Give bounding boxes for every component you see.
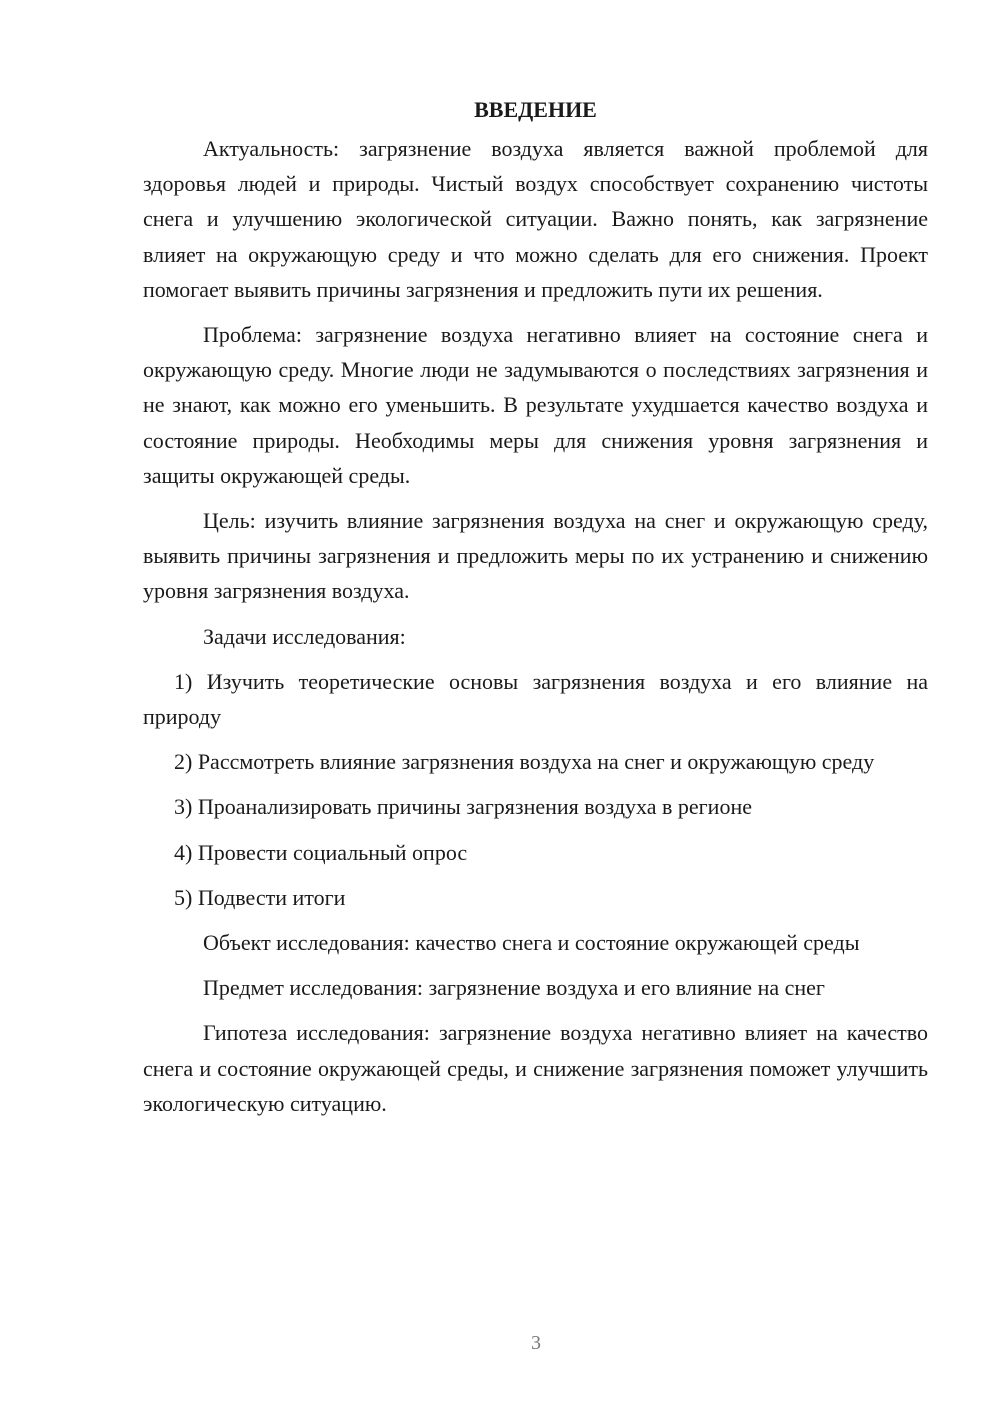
- problem-paragraph: Проблема: загрязнение воздуха негативно влияет на состояние снега и окружающую среду. Многие люди не задумываются о последствиях загрязнения и не знают, как можно его уменьшить. В результате ухудшается качество воздуха и состояние природы. Необходимы меры для снижения уровня загрязнения и защиты окружающей среды.: [143, 322, 928, 488]
- tasks-heading: Задачи исследования:: [203, 623, 406, 649]
- task-item-4: 4) Провести социальный опрос: [174, 839, 468, 865]
- object-paragraph: Объект исследования: качество снега и состояние окружающей среды: [203, 930, 860, 956]
- task-item-2: 2) Рассмотреть влияние загрязнения воздуха на снег и окружающую среду: [174, 749, 875, 775]
- task-item-1: 1) Изучить теоретические основы загрязнения воздуха и его влияние на природу: [143, 668, 928, 730]
- task-item-3: 3) Проанализировать причины загрязнения воздуха в регионе: [174, 794, 752, 820]
- section-title: ВВЕДЕНИЕ: [474, 97, 597, 122]
- hypothesis-paragraph: Гипотеза исследования: загрязнение воздуха негативно влияет на качество снега и состояние окружающей среды, и снижение загрязнения поможет улучшить экологическую ситуацию.: [143, 1020, 928, 1116]
- goal-paragraph: Цель: изучить влияние загрязнения воздуха на снег и окружающую среду, выявить причины загрязнения и предложить меры по их устранению и снижению уровня загрязнения воздуха.: [143, 508, 928, 604]
- subject-paragraph: Предмет исследования: загрязнение воздуха и его влияние на снег: [203, 975, 825, 1001]
- document-page: [143, 95, 928, 1121]
- relevance-paragraph: Актуальность: загрязнение воздуха является важной проблемой для здоровья людей и природы. Чистый воздух способствует сохранению чистоты снега и улучшению экологической ситуации. Важно понять, как загрязнение влияет на окружающую среду и что можно сделать для его снижения. Проект помогает выявить причины загрязнения и предложить пути их решения.: [143, 136, 928, 302]
- task-item-5: 5) Подвести итоги: [174, 884, 346, 910]
- page-number: 3: [531, 1332, 541, 1354]
